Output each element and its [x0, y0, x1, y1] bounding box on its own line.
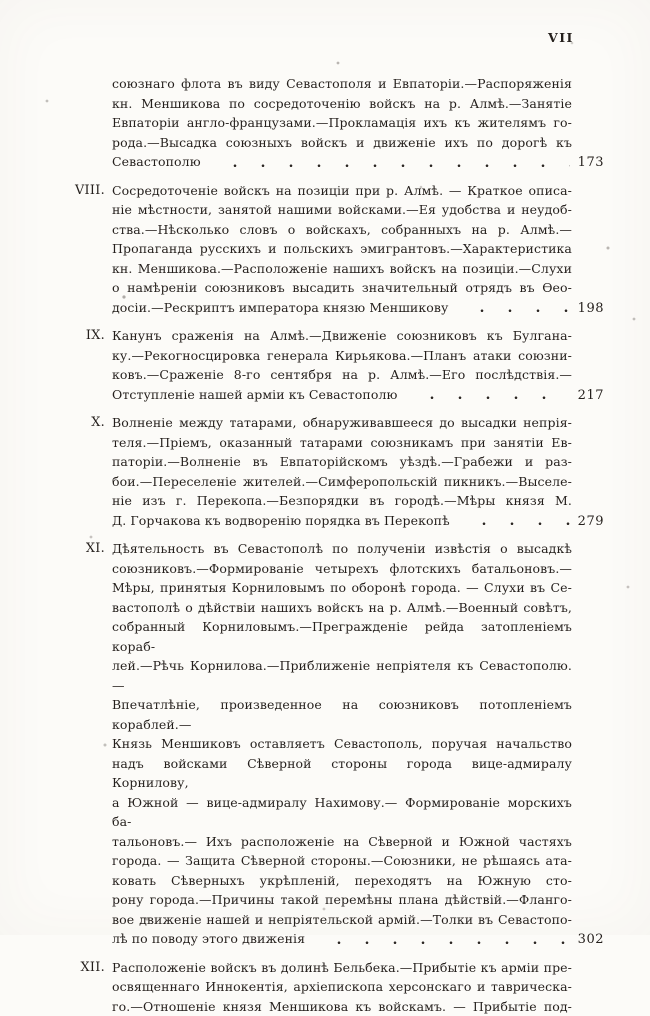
entry-body — [112, 326, 604, 405]
toc-line: ковъ.—Сраженіе 8-го сентября на р. Алмѣ.—Его послѣдствія.— — [112, 365, 572, 385]
toc-line: ства.—Нѣсколько словъ о войскахъ, собранныхъ на р. Алмѣ.— — [112, 220, 572, 240]
toc-line: ніе мѣстности, занятой нашими войсками.—Ея удобства и неудоб- — [112, 200, 572, 220]
toc-line: вое движеніе нашей и непріятельской армій.—Толки въ Севастопо- — [112, 910, 572, 930]
scan-noise-specks — [0, 0, 2, 2]
toc-line: Мѣры, принятыя Корниловымъ по оборонѣ города. — Слухи въ Се- — [112, 578, 572, 598]
toc-entry — [59, 326, 604, 405]
chapter-numeral: VIII. — [59, 181, 112, 319]
toc-line: Расположеніе войскъ въ долинѣ Бельбека.—Прибытіе къ арміи пре- — [112, 958, 572, 978]
toc-entry — [59, 958, 604, 1016]
toc-entry — [59, 539, 604, 950]
page-ref: 302 — [576, 930, 604, 950]
toc-entry — [59, 181, 604, 319]
chapter-numeral — [59, 74, 112, 173]
toc-line: ніе изъ г. Перекопа.—Безпорядки въ городѣ.—Мѣры князя М. — [112, 491, 572, 511]
toc-line: вастополѣ о дѣйствіи нашихъ войскъ на р. Алмѣ.—Военный совѣтъ, — [112, 598, 572, 618]
page-ref: 217 — [576, 386, 604, 406]
toc-line: Впечатлѣніе, произведенное на союзниковъ потопленіемъ кораблей.— — [112, 695, 572, 734]
toc-line: ковать Сѣверныхъ укрѣпленій, переходятъ на Южную сто- — [112, 871, 572, 891]
toc-line: Волненіе между татарами, обнаруживавшееся до высадки непрія- — [112, 413, 572, 433]
toc-last-line-text: лѣ по поводу этого движенія — [112, 929, 305, 949]
page-header-number: VII — [548, 30, 574, 45]
chapter-numeral: X. — [59, 413, 112, 531]
toc-last-line-text: досіи.—Рескриптъ императора князю Меншикову — [112, 298, 448, 318]
page-ref: 279 — [576, 512, 604, 532]
toc-leader-row — [112, 298, 604, 319]
toc-line: о намѣреніи союзниковъ высадить значительный отрядъ въ Ѳео- — [112, 278, 572, 298]
toc-line: а Южной — вице-адмиралу Нахимову.— Формированіе морскихъ ба- — [112, 793, 572, 832]
toc-line: ку.—Рекогносцировка генерала Кирьякова.—Планъ атаки союзни- — [112, 346, 572, 366]
toc-line: тальоновъ.— Ихъ расположеніе на Сѣверной и Южной частяхъ — [112, 832, 572, 852]
toc-line: паторіи.—Волненіе въ Евпаторійскомъ уѣздѣ.—Грабежи и раз- — [112, 452, 572, 472]
toc-line: кн. Меншикова по сосредоточенію войскъ на р. Алмѣ.—Занятіе — [112, 94, 572, 114]
entry-body — [112, 74, 604, 173]
toc-line: Князь Меншиковъ оставляетъ Севастополь, поручая начальство — [112, 734, 572, 754]
toc-last-line-text: Отступленіе нашей арміи къ Севастополю — [112, 385, 398, 405]
toc-line: кн. Меншикова.—Расположеніе нашихъ войскъ на позиціи.—Слухи — [112, 259, 572, 279]
toc-line: надъ войсками Сѣверной стороны города вице-адмиралу Корнилову, — [112, 754, 572, 793]
toc-line: теля.—Пріемъ, оказанный татарами союзникамъ при занятіи Ев- — [112, 433, 572, 453]
page-ref: 198 — [576, 299, 604, 319]
entry-body — [112, 539, 604, 950]
toc-line: освященнаго Иннокентія, архіепископа херсонскаго и таврическа- — [112, 977, 572, 997]
toc-line: Евпаторіи англо-французами.—Прокламація ихъ къ жителямъ го- — [112, 113, 572, 133]
dot-leader — [408, 385, 570, 406]
chapter-numeral: IX. — [59, 326, 112, 405]
dot-leader — [211, 152, 570, 173]
toc-entry — [59, 413, 604, 531]
toc-line: рода.—Высадка союзныхъ войскъ и движеніе ихъ по дорогѣ къ — [112, 133, 572, 153]
dot-leader — [315, 929, 570, 950]
toc-leader-row — [112, 511, 604, 532]
toc-line: го.—Отношеніе князя Меншикова къ войскамъ. — Прибытіе под- — [112, 997, 572, 1016]
dot-leader — [460, 511, 570, 532]
toc-line: Пропаганда русскихъ и польскихъ эмигрантовъ.—Характеристика — [112, 239, 572, 259]
entry-body — [112, 958, 604, 1016]
page-ref: 173 — [576, 153, 604, 173]
entry-body — [112, 413, 604, 531]
toc-line: лей.—Рѣчь Корнилова.—Приближеніе непріятеля къ Севастополю.— — [112, 656, 572, 695]
toc-list — [59, 74, 604, 1016]
toc-line: Канунъ сраженія на Алмѣ.—Движеніе союзниковъ къ Булгана- — [112, 326, 572, 346]
toc-line: союзниковъ.—Формированіе четырехъ флотскихъ батальоновъ.— — [112, 559, 572, 579]
toc-entry — [59, 74, 604, 173]
chapter-numeral: XII. — [59, 958, 112, 1016]
toc-line: Сосредоточеніе войскъ на позиціи при р. Алмѣ. — Краткое описа- — [112, 181, 572, 201]
toc-last-line-text: Севастополю — [112, 152, 201, 172]
toc-last-line-text: Д. Горчакова къ водворенію порядка въ Перекопѣ — [112, 511, 450, 531]
toc-line: Дѣятельность въ Севастополѣ по полученіи извѣстія о высадкѣ — [112, 539, 572, 559]
chapter-numeral: XI. — [59, 539, 112, 950]
toc-line: союзнаго флота въ виду Севастополя и Евпаторіи.—Распоряженія — [112, 74, 572, 94]
toc-line: рону города.—Причины такой перемѣны плана дѣйствій.—Фланго- — [112, 890, 572, 910]
toc-leader-row — [112, 929, 604, 950]
toc-leader-row — [112, 152, 604, 173]
toc-line: бои.—Переселеніе жителей.—Симферопольскій пикникъ.—Выселе- — [112, 472, 572, 492]
toc-line: города. — Защита Сѣверной стороны.—Союзники, не рѣшаясь ата- — [112, 851, 572, 871]
entry-body — [112, 181, 604, 319]
toc-leader-row — [112, 385, 604, 406]
dot-leader — [458, 298, 570, 319]
toc-line: собранный Корниловымъ.—Прегражденіе рейда затопленіемъ кораб- — [112, 617, 572, 656]
